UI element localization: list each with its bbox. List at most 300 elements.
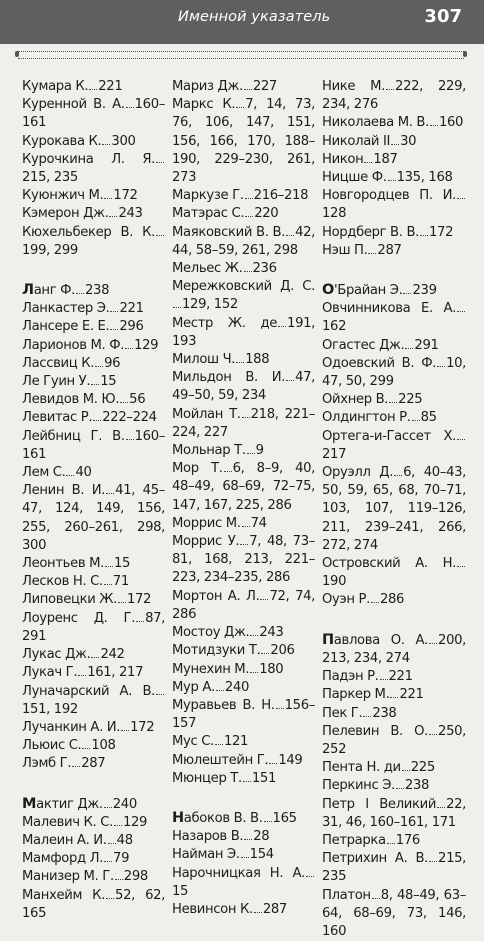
index-entry — [172, 205, 315, 223]
section-gap — [22, 260, 165, 281]
index-entry — [322, 300, 466, 336]
entry-pages: 129 — [122, 814, 148, 830]
dot-leader — [241, 848, 249, 858]
entry-name: Платон — [322, 887, 371, 903]
entry-pages: 129, 152 — [182, 297, 238, 313]
dot-leader — [136, 612, 144, 622]
entry-name: Мунехин М. — [172, 661, 250, 677]
index-entry — [172, 224, 315, 260]
entry-name: Манизер М. Г. — [22, 869, 114, 885]
entry-name: Лем С. — [22, 465, 66, 481]
index-entry — [172, 679, 315, 697]
dot-leader — [264, 812, 272, 822]
entry-pages: 287 — [377, 242, 402, 258]
dot-leader — [109, 207, 117, 217]
entry-name: Ленин В. И. — [22, 483, 106, 499]
index-entry — [172, 865, 315, 901]
entry-pages: 191, 193 — [172, 315, 315, 349]
entry-pages: 250, 252 — [322, 723, 466, 757]
entry-name: Нордберг В. В. — [322, 224, 419, 240]
entry-pages: 48 — [116, 832, 133, 848]
index-entry — [22, 755, 165, 773]
entry-name: Куюнжич М. — [22, 188, 104, 204]
dot-leader — [236, 353, 244, 363]
dot-leader — [420, 226, 428, 236]
index-entry — [22, 391, 165, 409]
dot-leader — [371, 593, 379, 603]
dot-leader — [104, 189, 112, 199]
dot-leader — [110, 320, 118, 330]
dot-leader — [250, 663, 258, 673]
running-header — [0, 0, 484, 44]
dot-leader — [254, 903, 262, 913]
entry-pages: 222, 229, 234, 276 — [322, 79, 466, 113]
entry-pages: 218, 221–224, 227 — [172, 406, 315, 440]
dot-leader — [76, 284, 84, 294]
entry-pages: 238 — [372, 705, 397, 721]
entry-name — [22, 283, 75, 298]
index-entry — [322, 169, 466, 187]
entry-name: Мойлан Т. — [172, 406, 241, 422]
entry-pages: 240 — [224, 679, 249, 695]
entry-name: Петрарка — [322, 832, 386, 848]
index-entry — [22, 373, 165, 391]
entry-pages: 240 — [112, 796, 137, 812]
index-entry — [172, 315, 315, 351]
entry-name: Кюхельбекер В. К. — [22, 224, 155, 240]
dot-leader — [306, 867, 314, 877]
entry-pages: 156–157 — [172, 697, 315, 732]
section-initial: П — [322, 631, 334, 648]
entry-name: Курочкина Л. Я. — [22, 151, 155, 167]
dot-leader — [156, 226, 164, 236]
entry-name: Левидов М. Ю. — [22, 392, 120, 408]
dot-leader — [156, 685, 164, 695]
entry-pages: 72, 74, 286 — [172, 588, 315, 622]
entry-pages: 160–161 — [22, 428, 165, 462]
section-gap — [322, 610, 466, 631]
entry-pages: 238 — [84, 283, 110, 299]
entry-pages: 190 — [322, 574, 347, 590]
entry-name: Нарочницкая Н. А. — [172, 865, 305, 881]
entry-pages: 180 — [259, 661, 284, 677]
section-gap — [172, 788, 315, 809]
entry-pages: 149 — [278, 752, 303, 768]
dot-leader — [390, 688, 398, 698]
entry-pages: 300 — [111, 133, 136, 149]
entry-pages: 287 — [81, 756, 106, 772]
entry-pages: 87, 291 — [22, 610, 165, 644]
entry-name — [22, 797, 103, 812]
entry-pages: 41, 45–47, 124, 149, 156, 255, 260–261, 298, 300 — [22, 483, 165, 553]
dot-leader — [269, 754, 277, 764]
entry-name: Пелевин В. О. — [322, 723, 429, 739]
index-entry — [22, 96, 165, 132]
entry-pages: 221 — [388, 669, 413, 685]
dot-leader — [243, 772, 251, 782]
entry-name: Олдингтон Р. — [322, 410, 411, 426]
index-entry — [322, 464, 466, 555]
dot-leader — [108, 834, 116, 844]
section-initial: Л — [22, 282, 34, 299]
section-gap — [322, 260, 466, 281]
entry-pages: 135, 168 — [396, 170, 453, 186]
index-entry — [322, 78, 466, 114]
entry-pages: 15 — [113, 556, 131, 572]
entry-name-rest: анг Ф. — [33, 283, 75, 299]
dot-leader — [244, 80, 252, 90]
dot-leader — [368, 244, 376, 254]
entry-pages: 129 — [134, 337, 159, 353]
entry-name: Ортега-и-Гассет Х. — [322, 428, 456, 444]
dot-leader — [380, 670, 388, 680]
entry-name: Льюис С. — [22, 738, 82, 754]
index-entry — [172, 588, 315, 624]
dot-leader — [430, 116, 438, 126]
entry-name: Ойхнер В. — [322, 392, 389, 408]
entry-name: Липовецки Ж. — [22, 592, 117, 608]
dot-leader — [114, 816, 122, 826]
entry-pages: 296 — [119, 319, 144, 335]
entry-pages: 216–218 — [253, 188, 309, 204]
dot-leader — [118, 593, 126, 603]
entry-pages: 42, 44, 58–59, 261, 298 — [172, 224, 315, 258]
entry-name: Нике М. — [322, 79, 386, 94]
dot-leader — [457, 189, 465, 199]
entry-pages: 291 — [414, 337, 439, 353]
index-entry — [172, 901, 315, 919]
dot-leader — [457, 430, 465, 440]
entry-name: Мур А. — [172, 679, 215, 695]
index-entry — [322, 705, 466, 723]
dot-leader — [244, 830, 252, 840]
dot-leader — [104, 852, 112, 862]
index-entry — [22, 187, 165, 205]
entry-name: Мюлештейн Г. — [172, 752, 269, 768]
dot-leader — [394, 466, 402, 476]
entry-name: Мережковский Д. С. — [172, 279, 315, 295]
ornamental-divider — [18, 51, 464, 59]
index-entry — [172, 770, 315, 788]
dot-leader — [260, 590, 268, 600]
index-entry — [22, 591, 165, 609]
entry-pages: 243 — [259, 625, 284, 641]
entry-pages: 22, 31, 46, 160–161, 171 — [322, 796, 466, 830]
entry-name: Паркер М. — [322, 687, 390, 703]
entry-pages: 121 — [223, 734, 249, 750]
entry-pages: 225 — [410, 760, 435, 776]
entry-pages: 108 — [91, 738, 116, 754]
dot-leader — [429, 852, 437, 862]
entry-name: Мортон А. Л. — [172, 588, 260, 604]
entry-name — [322, 633, 428, 648]
dot-leader — [121, 721, 129, 731]
dot-leader — [412, 411, 420, 421]
entry-pages: 188 — [245, 352, 270, 368]
entry-pages: 28 — [253, 829, 270, 845]
dot-leader — [91, 375, 99, 385]
entry-name: Падэн Р. — [322, 669, 379, 685]
entry-name: Левитас Р. — [22, 410, 93, 426]
index-entry — [22, 887, 165, 923]
index-column-1 — [22, 78, 165, 923]
section-initial: М — [22, 795, 37, 812]
dot-leader — [215, 735, 223, 745]
dot-leader — [402, 761, 410, 771]
entry-pages: 199, 299 — [22, 242, 78, 258]
entry-name: Матэрас С. — [172, 206, 245, 222]
entry-pages: 74 — [250, 515, 267, 531]
header-title: Именной указатель — [178, 9, 331, 25]
entry-name: Никон — [322, 151, 364, 167]
dot-leader — [245, 189, 253, 199]
entry-name: Мольнар Т. — [172, 443, 246, 459]
index-entry — [322, 777, 466, 795]
dot-leader — [244, 262, 252, 272]
dot-leader — [72, 757, 80, 767]
entry-pages: 160–161 — [22, 97, 165, 131]
entry-pages: 176 — [395, 832, 420, 848]
page-number: 307 — [424, 6, 462, 27]
index-entry — [22, 719, 165, 737]
dot-leader — [115, 870, 123, 880]
index-entry — [22, 814, 165, 832]
entry-pages: 7, 48, 73–81, 168, 213, 221–223, 234–235, 286 — [172, 534, 315, 586]
dot-leader — [437, 357, 445, 367]
entry-name: Маркузе Г. — [172, 188, 244, 204]
entry-name: Милош Ч. — [172, 352, 236, 368]
dot-leader — [386, 80, 394, 90]
entry-name: Кэмерон Дж. — [22, 206, 109, 222]
dot-leader — [388, 171, 396, 181]
index-entry — [322, 796, 466, 832]
entry-name: Кумара К. — [22, 79, 89, 94]
dot-leader — [95, 357, 103, 367]
dot-leader — [104, 575, 112, 585]
entry-pages: 9 — [255, 443, 264, 459]
entry-pages: 47, 49–50, 59, 234 — [172, 370, 315, 404]
dot-leader — [247, 444, 255, 454]
entry-pages: 172 — [428, 224, 454, 240]
entry-name: Мостоу Дж. — [172, 625, 250, 641]
entry-pages: 15 — [100, 374, 117, 390]
dot-leader — [105, 557, 113, 567]
entry-name: Мамфорд Л. — [22, 851, 104, 867]
index-entry — [22, 868, 165, 886]
dot-leader — [437, 798, 445, 808]
entry-pages: 200, 213, 234, 274 — [322, 632, 466, 666]
entry-pages: 217 — [322, 446, 347, 462]
entry-name: Лукас Дж. — [22, 647, 91, 663]
entry-pages: 287 — [262, 901, 287, 917]
index-entry — [322, 133, 466, 151]
dot-leader — [82, 739, 90, 749]
dot-leader — [245, 207, 253, 217]
entry-name: Огастес Дж. — [322, 337, 405, 353]
index-entry — [322, 391, 466, 409]
entry-name: Лейбниц Г. В. — [22, 428, 125, 444]
index-entry — [22, 78, 165, 96]
entry-name: Островский А. Н. — [322, 556, 456, 572]
index-entry — [322, 850, 466, 886]
entry-pages: 85 — [420, 410, 437, 426]
index-entry — [22, 318, 165, 336]
index-entry — [322, 409, 466, 427]
entry-name-rest: 'Брайан Э. — [333, 283, 403, 299]
dot-leader — [457, 302, 465, 312]
index-entry — [172, 278, 315, 314]
index-entry — [172, 515, 315, 533]
entry-name: Назаров В. — [172, 829, 244, 845]
dot-leader — [278, 317, 286, 327]
index-entry — [322, 242, 466, 260]
entry-pages: 79 — [113, 851, 130, 867]
entry-pages: 71 — [112, 574, 129, 590]
entry-pages: 172 — [126, 592, 152, 608]
entry-name: Мус С. — [172, 734, 214, 750]
entry-name: Петр I Великий — [322, 796, 437, 812]
dot-leader — [364, 153, 372, 163]
dot-leader — [391, 135, 399, 145]
dot-leader — [106, 484, 114, 494]
index-entry — [322, 281, 466, 300]
entry-name: Мариз Дж. — [172, 79, 243, 94]
entry-name: Лукач Г. — [22, 665, 78, 681]
entry-pages: 243 — [118, 206, 143, 222]
dot-leader — [126, 98, 134, 108]
dot-leader — [261, 644, 269, 654]
entry-pages: 298 — [123, 869, 148, 885]
dot-leader — [286, 226, 294, 236]
index-entry — [322, 355, 466, 391]
entry-pages: 151 — [251, 770, 276, 786]
entry-name: Моррис М. — [172, 515, 241, 531]
index-entry — [322, 187, 466, 223]
index-column-2 — [172, 78, 315, 919]
dot-leader — [363, 707, 371, 717]
dot-leader — [276, 699, 284, 709]
entry-name: Маркс К. — [172, 97, 236, 113]
entry-name: Невинсон К. — [172, 901, 253, 917]
index-column-3 — [322, 78, 466, 941]
entry-pages: 221 — [98, 79, 123, 94]
entry-name: Куренной В. А. — [22, 97, 125, 113]
index-entry — [22, 646, 165, 664]
index-entry — [172, 260, 315, 278]
index-entry — [22, 573, 165, 591]
dot-leader — [110, 302, 118, 312]
entry-name: Николаева М. В. — [322, 115, 429, 131]
entry-pages: 8, 48–49, 63–64, 68–69, 73, 146, 160 — [322, 887, 466, 939]
dot-leader — [286, 371, 294, 381]
index-entry — [322, 668, 466, 686]
entry-name: Мильдон В. И. — [172, 370, 286, 386]
entry-name: Мотидзуки Т. — [172, 643, 261, 659]
entry-name: Местр Ж. де — [172, 315, 278, 331]
dot-leader — [372, 889, 380, 899]
entry-name: Нэш П. — [322, 242, 368, 258]
dot-leader — [242, 517, 250, 527]
index-entry — [172, 533, 315, 588]
index-entry — [172, 661, 315, 679]
dot-leader — [224, 462, 232, 472]
index-entry — [172, 187, 315, 205]
index-entry — [172, 697, 315, 733]
dot-leader — [389, 393, 397, 403]
index-entry — [22, 610, 165, 646]
entry-pages: 286 — [379, 592, 405, 608]
entry-pages: 154 — [249, 847, 274, 863]
index-entry — [22, 683, 165, 719]
index-entry — [22, 355, 165, 373]
section-initial: Н — [172, 809, 184, 826]
entry-pages: 187 — [373, 151, 398, 167]
entry-pages: 221 — [119, 301, 144, 317]
entry-name: Манхейм К. — [22, 887, 106, 903]
entry-name: Ницше Ф. — [322, 170, 387, 186]
index-entry — [172, 642, 315, 660]
entry-name: Моррис У. — [172, 534, 240, 550]
dot-leader — [173, 298, 181, 308]
index-entry — [22, 151, 165, 187]
entry-name: Леонтьев М. — [22, 556, 104, 572]
dot-leader — [104, 798, 112, 808]
index-entry — [172, 733, 315, 751]
index-entry — [22, 832, 165, 850]
entry-pages: 30 — [400, 133, 417, 149]
index-entry — [322, 723, 466, 759]
index-entry — [22, 281, 165, 300]
entry-name: Николай II — [322, 133, 391, 149]
index-entry — [22, 464, 165, 482]
entry-pages: 227 — [252, 79, 277, 94]
index-entry — [322, 832, 466, 850]
entry-name: Одоевский В. Ф. — [322, 355, 437, 371]
dot-leader — [240, 535, 248, 545]
entry-name: Лоуренс Д. Г. — [22, 610, 136, 626]
entry-pages: 215, 235 — [22, 170, 78, 186]
entry-pages: 236 — [252, 261, 277, 277]
entry-name: Лэмб Г. — [22, 756, 72, 772]
entry-pages: 160 — [438, 115, 464, 131]
entry-pages: 40 — [75, 465, 92, 481]
dot-leader — [93, 411, 101, 421]
index-entry — [322, 887, 466, 941]
dot-leader — [125, 339, 133, 349]
dot-leader — [387, 834, 395, 844]
entry-pages: 206 — [270, 643, 295, 659]
dot-leader — [236, 98, 244, 108]
index-entry — [322, 759, 466, 777]
entry-name: Лучанкин А. И. — [22, 719, 121, 735]
index-entry — [22, 409, 165, 427]
index-entry — [322, 631, 466, 668]
index-entry — [22, 482, 165, 555]
index-entry — [172, 460, 315, 515]
dot-leader — [242, 408, 250, 418]
index-entry — [22, 664, 165, 682]
index-entry — [322, 591, 466, 609]
index-entry — [172, 78, 315, 96]
entry-pages: 128 — [322, 206, 347, 222]
index-entry — [322, 151, 466, 169]
index-entry — [172, 846, 315, 864]
index-entry — [22, 850, 165, 868]
entry-name: Пек Г. — [322, 705, 363, 721]
index-entry — [172, 624, 315, 642]
entry-pages: 56 — [129, 392, 146, 408]
entry-pages: 6, 8–9, 40, 48–49, 68–69, 72–75, 147, 167, 225, 286 — [172, 461, 315, 513]
